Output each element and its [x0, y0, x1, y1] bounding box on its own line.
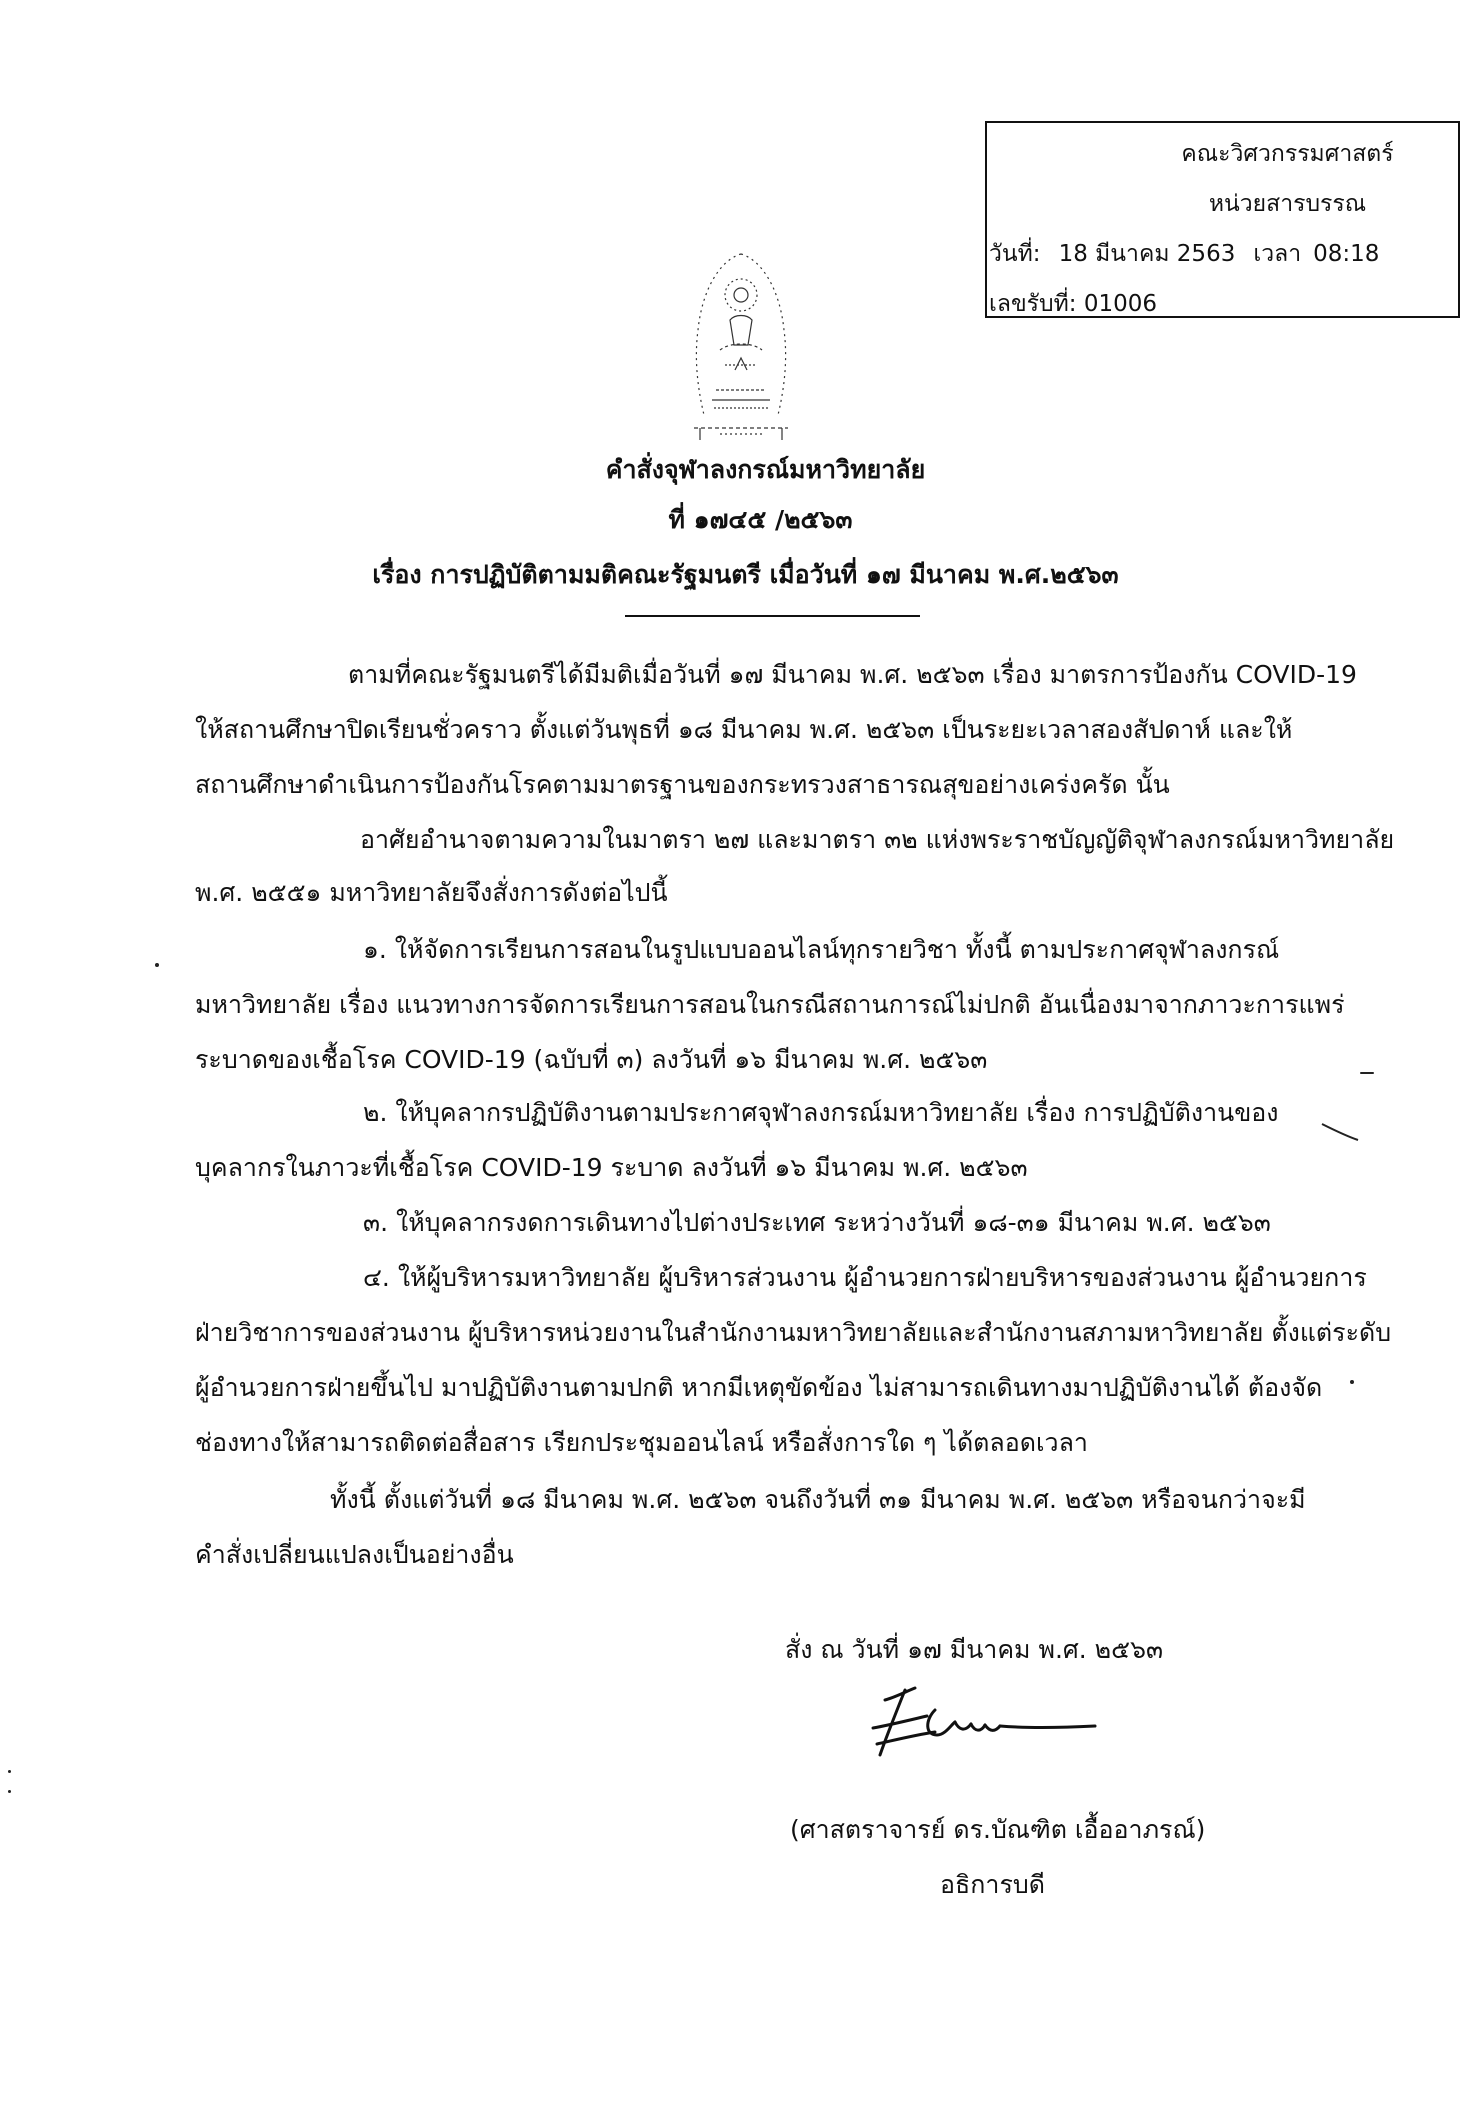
stamp-date-row	[989, 239, 1379, 269]
item1-line-3: ระบาดของเชื้อโรค COVID-19 (ฉบับที่ ๓) ลงวันที่ ๑๖ มีนาคม พ.ศ. ๒๕๖๓	[195, 1045, 988, 1074]
stamp-time-label: เวลา	[1253, 241, 1302, 267]
signer-name: (ศาสตราจารย์ ดร.บัณฑิต เอื้ออาภรณ์)	[790, 1815, 1206, 1844]
item4-line-1: ๔. ให้ผู้บริหารมหาวิทยาลัย ผู้บริหารส่วนงาน ผู้อำนวยการฝ่ายบริหารของส่วนงาน ผู้อำนวยการ	[363, 1263, 1367, 1292]
stamp-org: คณะวิศวกรรมศาสตร์	[1181, 141, 1394, 167]
receipt-stamp	[985, 121, 1460, 318]
closing-line-2: คำสั่งเปลี่ยนแปลงเป็นอย่างอื่น	[195, 1540, 514, 1569]
signature-date: สั่ง ณ วันที่ ๑๗ มีนาคม พ.ศ. ๒๕๖๓	[785, 1635, 1164, 1664]
item4-line-2: ฝ่ายวิชาการของส่วนงาน ผู้บริหารหน่วยงานในสำนักงานมหาวิทยาลัยและสำนักงานสภามหาวิทยาลัย ตั้งแต่ระดับ	[195, 1318, 1392, 1347]
para1-line-2: ให้สถานศึกษาปิดเรียนชั่วคราว ตั้งแต่วันพุธที่ ๑๘ มีนาคม พ.ศ. ๒๕๖๓ เป็นระยะเวลาสองสัปดาห์ และให้	[195, 715, 1293, 744]
handwritten-signature	[865, 1680, 1105, 1770]
para1-line-1: ตามที่คณะรัฐมนตรีได้มีมติเมื่อวันที่ ๑๗ มีนาคม พ.ศ. ๒๕๖๓ เรื่อง มาตรการป้องกัน COVID-19	[348, 660, 1357, 689]
heading-rule	[625, 615, 920, 617]
item2-line-1: ๒. ให้บุคลากรปฏิบัติงานตามประกาศจุฬาลงกรณ์มหาวิทยาลัย เรื่อง การปฏิบัติงานของ	[363, 1098, 1279, 1127]
scan-speck	[1360, 1072, 1374, 1074]
item1-line-1: ๑. ให้จัดการเรียนการสอนในรูปแบบออนไลน์ทุกรายวิชา ทั้งนี้ ตามประกาศจุฬาลงกรณ์	[363, 935, 1280, 964]
order-subject: เรื่อง การปฏิบัติตามมติคณะรัฐมนตรี เมื่อวันที่ ๑๗ มีนาคม พ.ศ.๒๕๖๓	[372, 560, 1119, 589]
para2-line-2: พ.ศ. ๒๕๕๑ มหาวิทยาลัยจึงสั่งการดังต่อไปนี้	[195, 878, 668, 907]
order-title: คำสั่งจุฬาลงกรณ์มหาวิทยาลัย	[605, 455, 926, 484]
item3-line-1: ๓. ให้บุคลากรงดการเดินทางไปต่างประเทศ ระหว่างวันที่ ๑๘-๓๑ มีนาคม พ.ศ. ๒๕๖๓	[363, 1208, 1271, 1237]
stamp-receipt-label: เลขรับที่:	[989, 291, 1077, 317]
stamp-unit: หน่วยสารบรรณ	[1208, 191, 1367, 217]
stamp-time-value: 08:18	[1313, 241, 1380, 267]
order-number: ที่ ๑๗๔๕ /๒๕๖๓	[668, 505, 853, 534]
para1-line-3: สถานศึกษาดำเนินการป้องกันโรคตามมาตรฐานของกระทรวงสาธารณสุขอย่างเคร่งครัด นั้น	[195, 770, 1170, 799]
closing-line-1: ทั้งนี้ ตั้งแต่วันที่ ๑๘ มีนาคม พ.ศ. ๒๕๖๓ จนถึงวันที่ ๓๑ มีนาคม พ.ศ. ๒๕๖๓ หรือจนกว่าจะมี	[330, 1485, 1306, 1514]
item2-line-2: บุคลากรในภาวะที่เชื้อโรค COVID-19 ระบาด ลงวันที่ ๑๖ มีนาคม พ.ศ. ๒๕๖๓	[195, 1153, 1028, 1182]
stamp-receipt-row	[989, 289, 1157, 319]
scan-speck	[1350, 1380, 1354, 1384]
para2-line-1: อาศัยอำนาจตามความในมาตรา ๒๗ และมาตรา ๓๒ แห่งพระราชบัญญัติจุฬาลงกรณ์มหาวิทยาลัย	[360, 825, 1395, 854]
item1-line-2: มหาวิทยาลัย เรื่อง แนวทางการจัดการเรียนการสอนในกรณีสถานการณ์ไม่ปกติ อันเนื่องมาจากภาวะการแพร่	[195, 990, 1345, 1019]
scan-speck	[8, 1790, 11, 1793]
stamp-date-label: วันที่:	[989, 241, 1041, 267]
item4-line-4: ช่องทางให้สามารถติดต่อสื่อสาร เรียกประชุมออนไลน์ หรือสั่งการใด ๆ ได้ตลอดเวลา	[195, 1428, 1088, 1457]
scan-mark	[1320, 1120, 1360, 1144]
stamp-date-value: 18 มีนาคม 2563	[1058, 241, 1236, 267]
stamp-receipt-value: 01006	[1083, 291, 1158, 317]
scan-speck	[155, 963, 159, 967]
item4-line-3: ผู้อำนวยการฝ่ายขึ้นไป มาปฏิบัติงานตามปกติ หากมีเหตุขัดข้อง ไม่สามารถเดินทางมาปฏิบัติงานได้ ต้องจัด	[195, 1373, 1323, 1402]
university-emblem-icon	[680, 250, 802, 450]
signer-position: อธิการบดี	[940, 1870, 1045, 1899]
scan-speck	[8, 1770, 11, 1773]
